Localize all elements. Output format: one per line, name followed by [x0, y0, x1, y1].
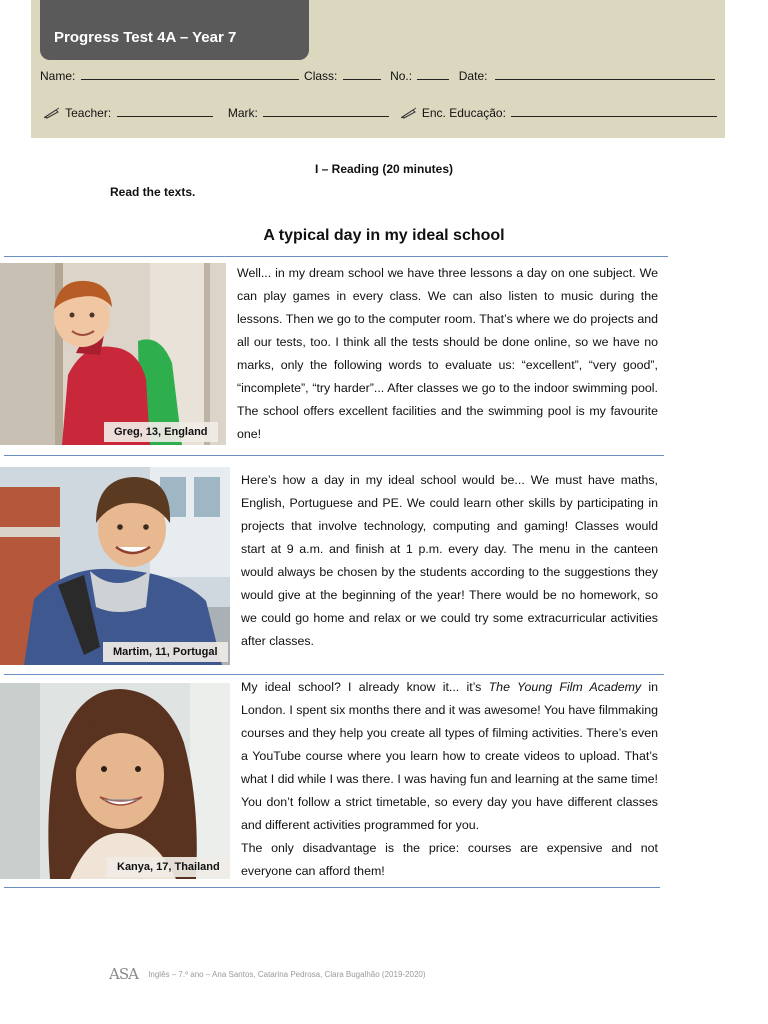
date-field[interactable]	[495, 68, 715, 80]
photo-kanya	[0, 683, 230, 879]
section-title: I – Reading (20 minutes)	[314, 162, 454, 176]
mark-label: Mark:	[227, 106, 258, 120]
teacher-field[interactable]	[117, 105, 213, 117]
text-martim	[241, 469, 658, 653]
teacher-label: Teacher:	[65, 106, 112, 120]
footer	[109, 965, 426, 983]
class-field[interactable]	[343, 68, 381, 80]
no-field[interactable]	[417, 68, 449, 80]
class-label: Class:	[304, 69, 338, 83]
paragraph: The only disadvantage is the price: courses are expensive and not everyone can afford them!	[241, 841, 658, 878]
pen-icon	[401, 107, 417, 119]
publisher-logo: ASA	[109, 965, 138, 983]
name-field[interactable]	[81, 68, 299, 80]
divider	[4, 674, 664, 675]
page-title: Progress Test 4A – Year 7	[54, 29, 237, 46]
paragraph: Well... in my dream school we have three lessons a day on one subject. We can play games in every class. We can also listen to music during the lessons. Then we go to the computer room. That’s where we do projects and all our tests, too. I think all the tests should be done online, so we have no marks, only the following words to evaluate us: “excellent”, “very good”, “incomplete”, “try harder”... After classes we go to the indoor swimming pool. The school offers excellent facilities and the swimming pool is my favourite one!	[237, 266, 658, 441]
divider-top	[4, 256, 668, 257]
form-row-name	[40, 68, 717, 83]
text-kanya	[241, 676, 658, 883]
paragraph	[241, 676, 658, 837]
footer-credit: Inglês – 7.º ano – Ana Santos, Catarina Pedrosa, Clara Bugalhão (2019-2020)	[148, 970, 426, 979]
text-segment: My ideal school? I already know it... it’s	[241, 680, 489, 694]
divider-bottom	[4, 887, 660, 888]
photo-martim	[0, 467, 230, 665]
reading-title: A typical day in my ideal school	[263, 227, 505, 244]
no-label: No.:	[390, 69, 413, 83]
divider	[4, 455, 664, 456]
enc-field[interactable]	[511, 105, 717, 117]
photo-caption: Kanya, 17, Thailand	[107, 857, 230, 877]
photo-greg	[0, 263, 226, 445]
form-row-teacher	[44, 105, 719, 120]
pen-icon	[44, 107, 60, 119]
mark-field[interactable]	[263, 105, 389, 117]
date-label: Date:	[458, 69, 488, 83]
name-label: Name:	[40, 69, 76, 83]
photo-caption: Greg, 13, England	[104, 422, 218, 442]
enc-label: Enc. Educação:	[421, 106, 506, 120]
text-segment: in London. I spent six months there and it was awesome! You have filmmaking courses and they help you create all types of filming activities. There’s even a YouTube course where you learn how to create videos to upload. That’s what I did while I was there. I was having fun and learning at the same time! You don’t follow a strict timetable, so every day you have different classes and different activities programmed for you.	[241, 680, 658, 832]
instruction: Read the texts.	[110, 185, 196, 199]
paragraph: Here’s how a day in my ideal school would be... We must have maths, English, Portuguese and PE. We could learn other skills by participating in projects that involve technology, computing and gaming! Classes would start at 9 a.m. and finish at 1 p.m. every day. The menu in the canteen would always be chosen by the students according to the suggestions they would give at the beginning of the year! There would be no homework, so we could go home and relax or we could try some extracurricular activities after classes.	[241, 473, 658, 648]
photo-caption: Martim, 11, Portugal	[103, 642, 228, 662]
academy-name: The Young Film Academy	[488, 680, 642, 694]
text-greg	[237, 262, 658, 446]
